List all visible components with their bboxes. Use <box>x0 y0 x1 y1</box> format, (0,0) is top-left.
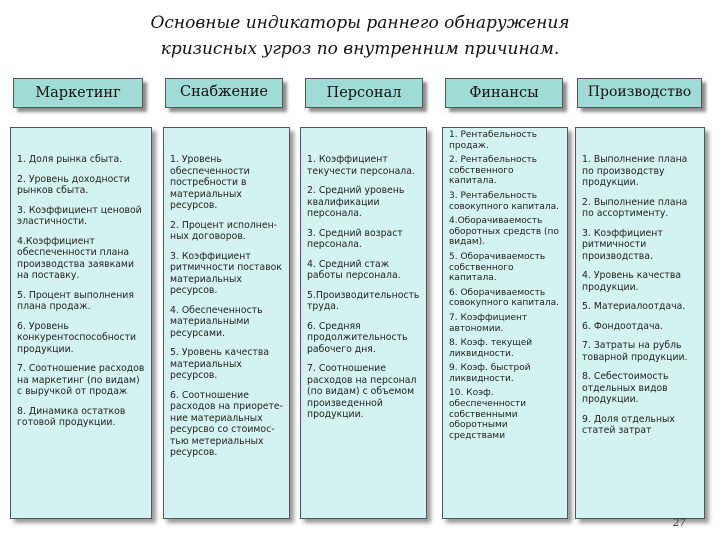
personnel-item: 6. Средняя продолжительность рабочего дня. <box>307 320 408 355</box>
page-number: 27 <box>673 518 686 529</box>
title-line-1: Основные индикаторы раннего обнаружения <box>150 13 570 33</box>
supply-list <box>170 154 285 459</box>
marketing-item: 6. Уровень конкурентоспособности продукции. <box>17 320 137 355</box>
slide-title <box>0 10 720 62</box>
personnel-list <box>307 154 422 421</box>
column-production <box>575 127 705 519</box>
marketing-item: 3. Коэффициент ценовой эластичности. <box>17 204 142 227</box>
production-item: 4. Уровень качества продукции. <box>582 270 682 293</box>
personnel-item: 5.Производительность труда. <box>307 289 420 312</box>
supply-item: 2. Процент исполнен-ных договоров. <box>170 219 277 242</box>
production-item: 8. Себестоимость отдельных видов продукции. <box>582 371 669 405</box>
supply-item: 3. Коэффициент ритмичности поставок материальных ресурсов. <box>170 250 282 296</box>
finance-item: 1. Рентабельность продаж. <box>449 130 538 151</box>
production-item: 7. Затраты на рубль товарной продукции. <box>582 340 688 363</box>
personnel-item: 2. Средний уровень квалификации персонала. <box>307 185 405 219</box>
finance-list <box>449 130 563 441</box>
supply-item: 1. Уровень обеспеченности постребности в материальных ресурсов. <box>170 154 250 211</box>
title-line-2: кризисных угроз по внутренним причинам. <box>160 39 560 59</box>
column-personnel <box>300 127 427 519</box>
column-marketing <box>10 127 152 519</box>
header-personnel: Персонал <box>305 78 423 108</box>
marketing-item: 2. Уровень доходности рынков сбыта. <box>17 173 130 196</box>
marketing-list <box>17 154 147 429</box>
personnel-item: 1. Коэффициент текучести персонала. <box>307 154 415 177</box>
marketing-item: 7. Соотношение расходов на маркетинг (по видам) с выручкой от продаж <box>17 363 145 397</box>
finance-item: 6. Оборачиваемость совокупного капитала. <box>449 287 559 309</box>
supply-item: 5. Уровень качества материальных ресурсов. <box>170 347 270 381</box>
marketing-item: 8. Динамика остатков готовой продукции. <box>17 405 126 428</box>
finance-item: 5. Оборачиваемость собственного капитала. <box>449 251 546 284</box>
header-finance: Финансы <box>445 78 563 108</box>
personnel-item: 4. Средний стаж работы персонала. <box>307 258 401 281</box>
supply-item: 4. Обеспеченность материальными ресурсами. <box>170 304 263 339</box>
finance-item: 7. Коэффициент автономии. <box>449 312 528 334</box>
personnel-item: 3. Средний возраст персонала. <box>307 227 403 250</box>
finance-item: 4.Оборачиваемость оборотных средств (по видам). <box>449 216 559 248</box>
production-list <box>582 154 700 437</box>
marketing-item: 4.Коэффициент обеспеченности плана производства заявками на поставку. <box>17 235 134 281</box>
production-item: 2. Выполнение плана по ассортименту. <box>582 196 688 219</box>
finance-item: 8. Коэф. текущей ликвидности. <box>449 338 533 359</box>
finance-item: 3. Рентабельность совокупного капитала. <box>449 190 559 212</box>
production-item: 5. Материалоотдача. <box>582 301 686 312</box>
supply-item: 6. Соотношение расходов на приорете-ние материальных ресурсво со стоимос-тью метериальных ресурсов. <box>170 389 284 458</box>
finance-item: 10. Коэф. обеспеченности собственными оборотными средствами <box>449 388 527 441</box>
marketing-item: 5. Процент выполнения плана продаж. <box>17 289 134 312</box>
production-item: 9. Доля отдельных статей затрат <box>582 413 675 436</box>
header-supply: Снабжение <box>165 78 283 108</box>
personnel-item: 7. Соотношение расходов на персонал (по видам) с объемом произведенной продукции. <box>307 363 417 420</box>
production-item: 3. Коэффициент ритмичности производства. <box>582 227 663 262</box>
header-marketing: Маркетинг <box>13 78 143 108</box>
finance-item: 2. Рентабельность собственного капитала. <box>449 155 538 187</box>
finance-item: 9. Коэф. быстрой ликвидности. <box>449 363 531 384</box>
production-item: 6. Фондоотдача. <box>582 320 664 332</box>
column-finance <box>442 127 568 519</box>
column-supply <box>163 127 290 519</box>
production-item: 1. Выполнение плана по производству продукции. <box>582 154 688 188</box>
header-production: Производство <box>577 78 702 108</box>
marketing-item: 1. Доля рынка сбыта. <box>17 154 123 165</box>
